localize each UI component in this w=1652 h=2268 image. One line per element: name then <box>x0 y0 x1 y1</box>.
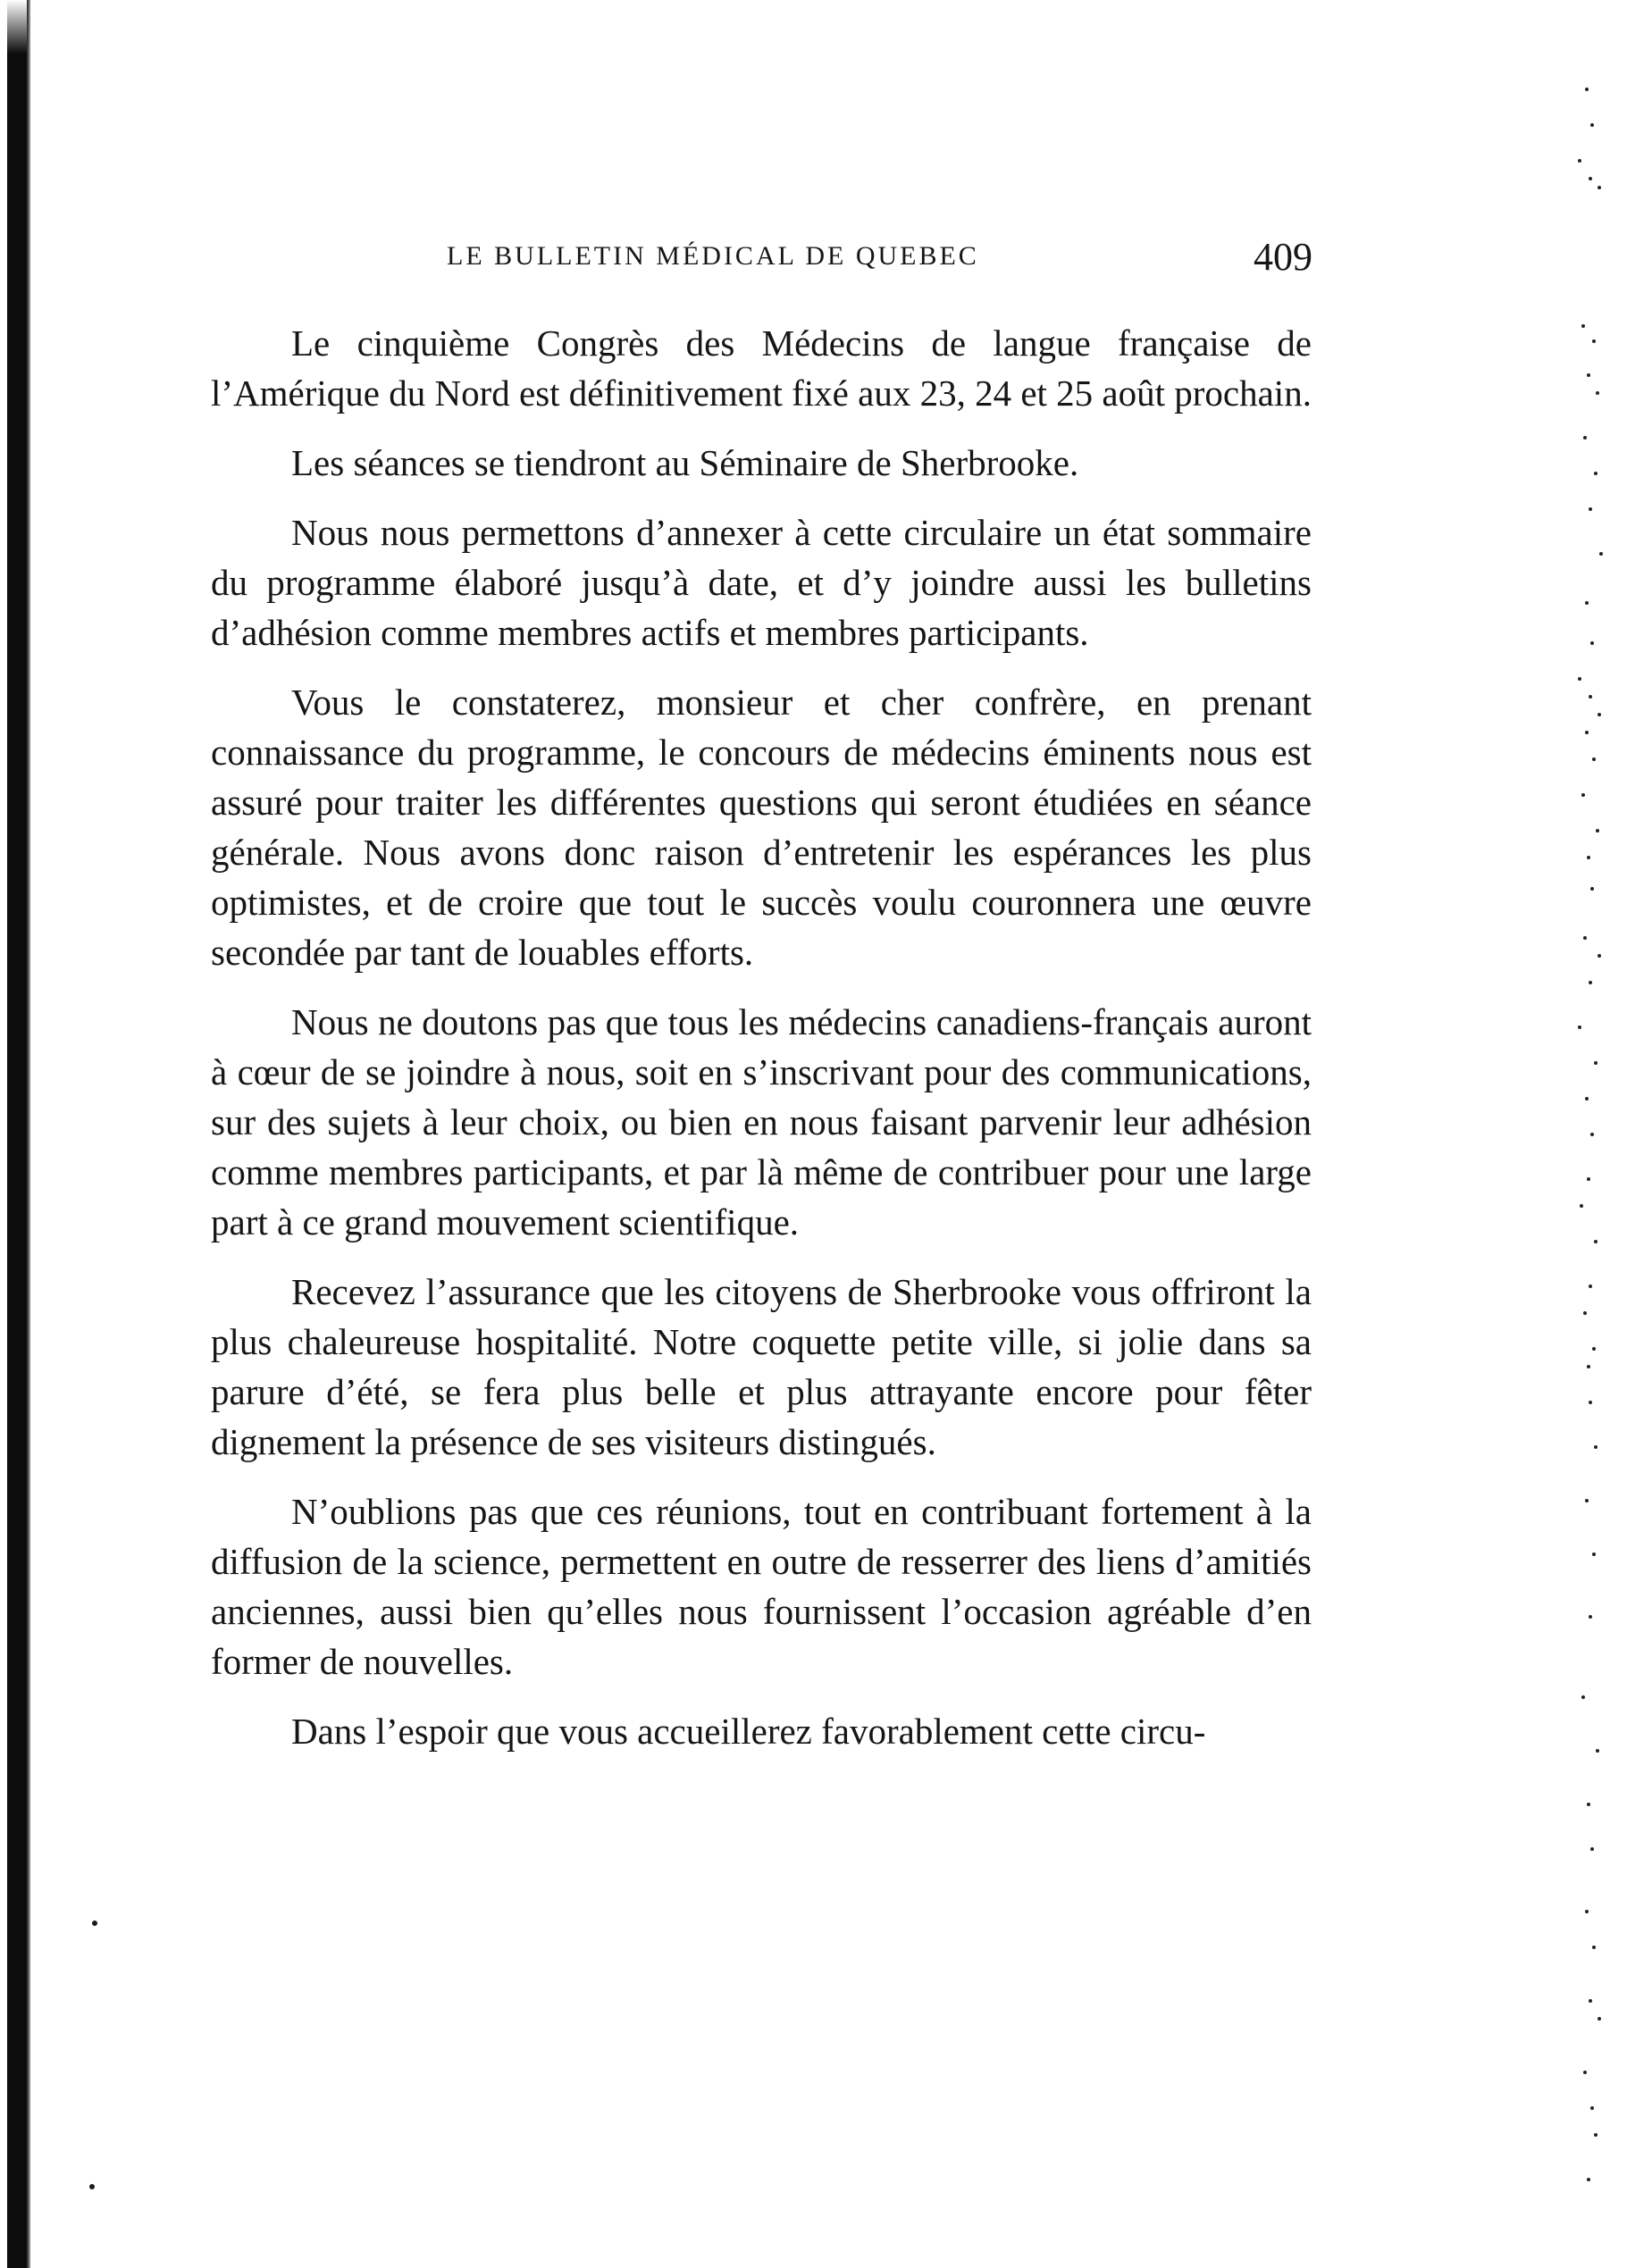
paragraph: Le cinquième Congrès des Médecins de langue française de l’Amérique du Nord est définitivement fixé aux 23, 24 et 25 août prochain. <box>211 322 1312 414</box>
paragraph: Nous ne doutons pas que tous les médecins canadiens-français auront à cœur de se joindre à nous, soit en s’inscrivant pour des communications, sur des sujets à leur choix, ou bien en nous faisant parvenir leur adhésion comme membres participants, et par là même de contribuer pour une large part à ce grand mouvement scientifique. <box>211 1001 1312 1243</box>
scan-speckles <box>1537 54 1652 2233</box>
binding-edge <box>7 0 27 2268</box>
paragraph: N’oublions pas que ces réunions, tout en contribuant fortement à la diffusion de la science, permettent en outre de resserrer des liens d’amitiés anciennes, aussi bien qu’elles nous fournissent l’occasion agréable d’en former de nouvelles. <box>211 1491 1312 1682</box>
page-header <box>447 234 1312 288</box>
running-title: LE BULLETIN MÉDICAL DE QUEBEC <box>447 241 979 271</box>
stray-dot <box>89 2184 95 2189</box>
paragraph: Vous le constaterez, monsieur et cher confrère, en prenant connaissance du programme, le concours de médecins éminents nous est assuré pour traiter les différentes questions qui seront étudiées en séance générale. Nous avons donc raison d’entretenir les espérances les plus optimistes, et de croire que tout le succès voulu couronnera une œuvre secondée par tant de louables efforts. <box>211 682 1312 973</box>
paragraph: Nous nous permettons d’annexer à cette circulaire un état sommaire du programme élaboré jusqu’à date, et d’y joindre aussi les bulletins d’adhésion comme membres actifs et membres participants. <box>211 512 1312 653</box>
paragraph: Dans l’espoir que vous accueillerez favorablement cette circu- <box>291 1711 1206 1752</box>
body-text <box>211 318 1312 1756</box>
paragraph: Les séances se tiendront au Séminaire de Sherbrooke. <box>291 442 1079 483</box>
paragraph: Recevez l’assurance que les citoyens de Sherbrooke vous offriront la plus chaleureuse hospitalité. Notre coquette petite ville, si jolie dans sa parure d’été, se fera plus belle et plus attrayante encore pour fêter dignement la présence de ses visiteurs distingués. <box>211 1271 1312 1462</box>
binding-edge-fade <box>7 0 27 54</box>
page-number: 409 <box>1254 235 1312 279</box>
stray-dot <box>92 1921 97 1926</box>
